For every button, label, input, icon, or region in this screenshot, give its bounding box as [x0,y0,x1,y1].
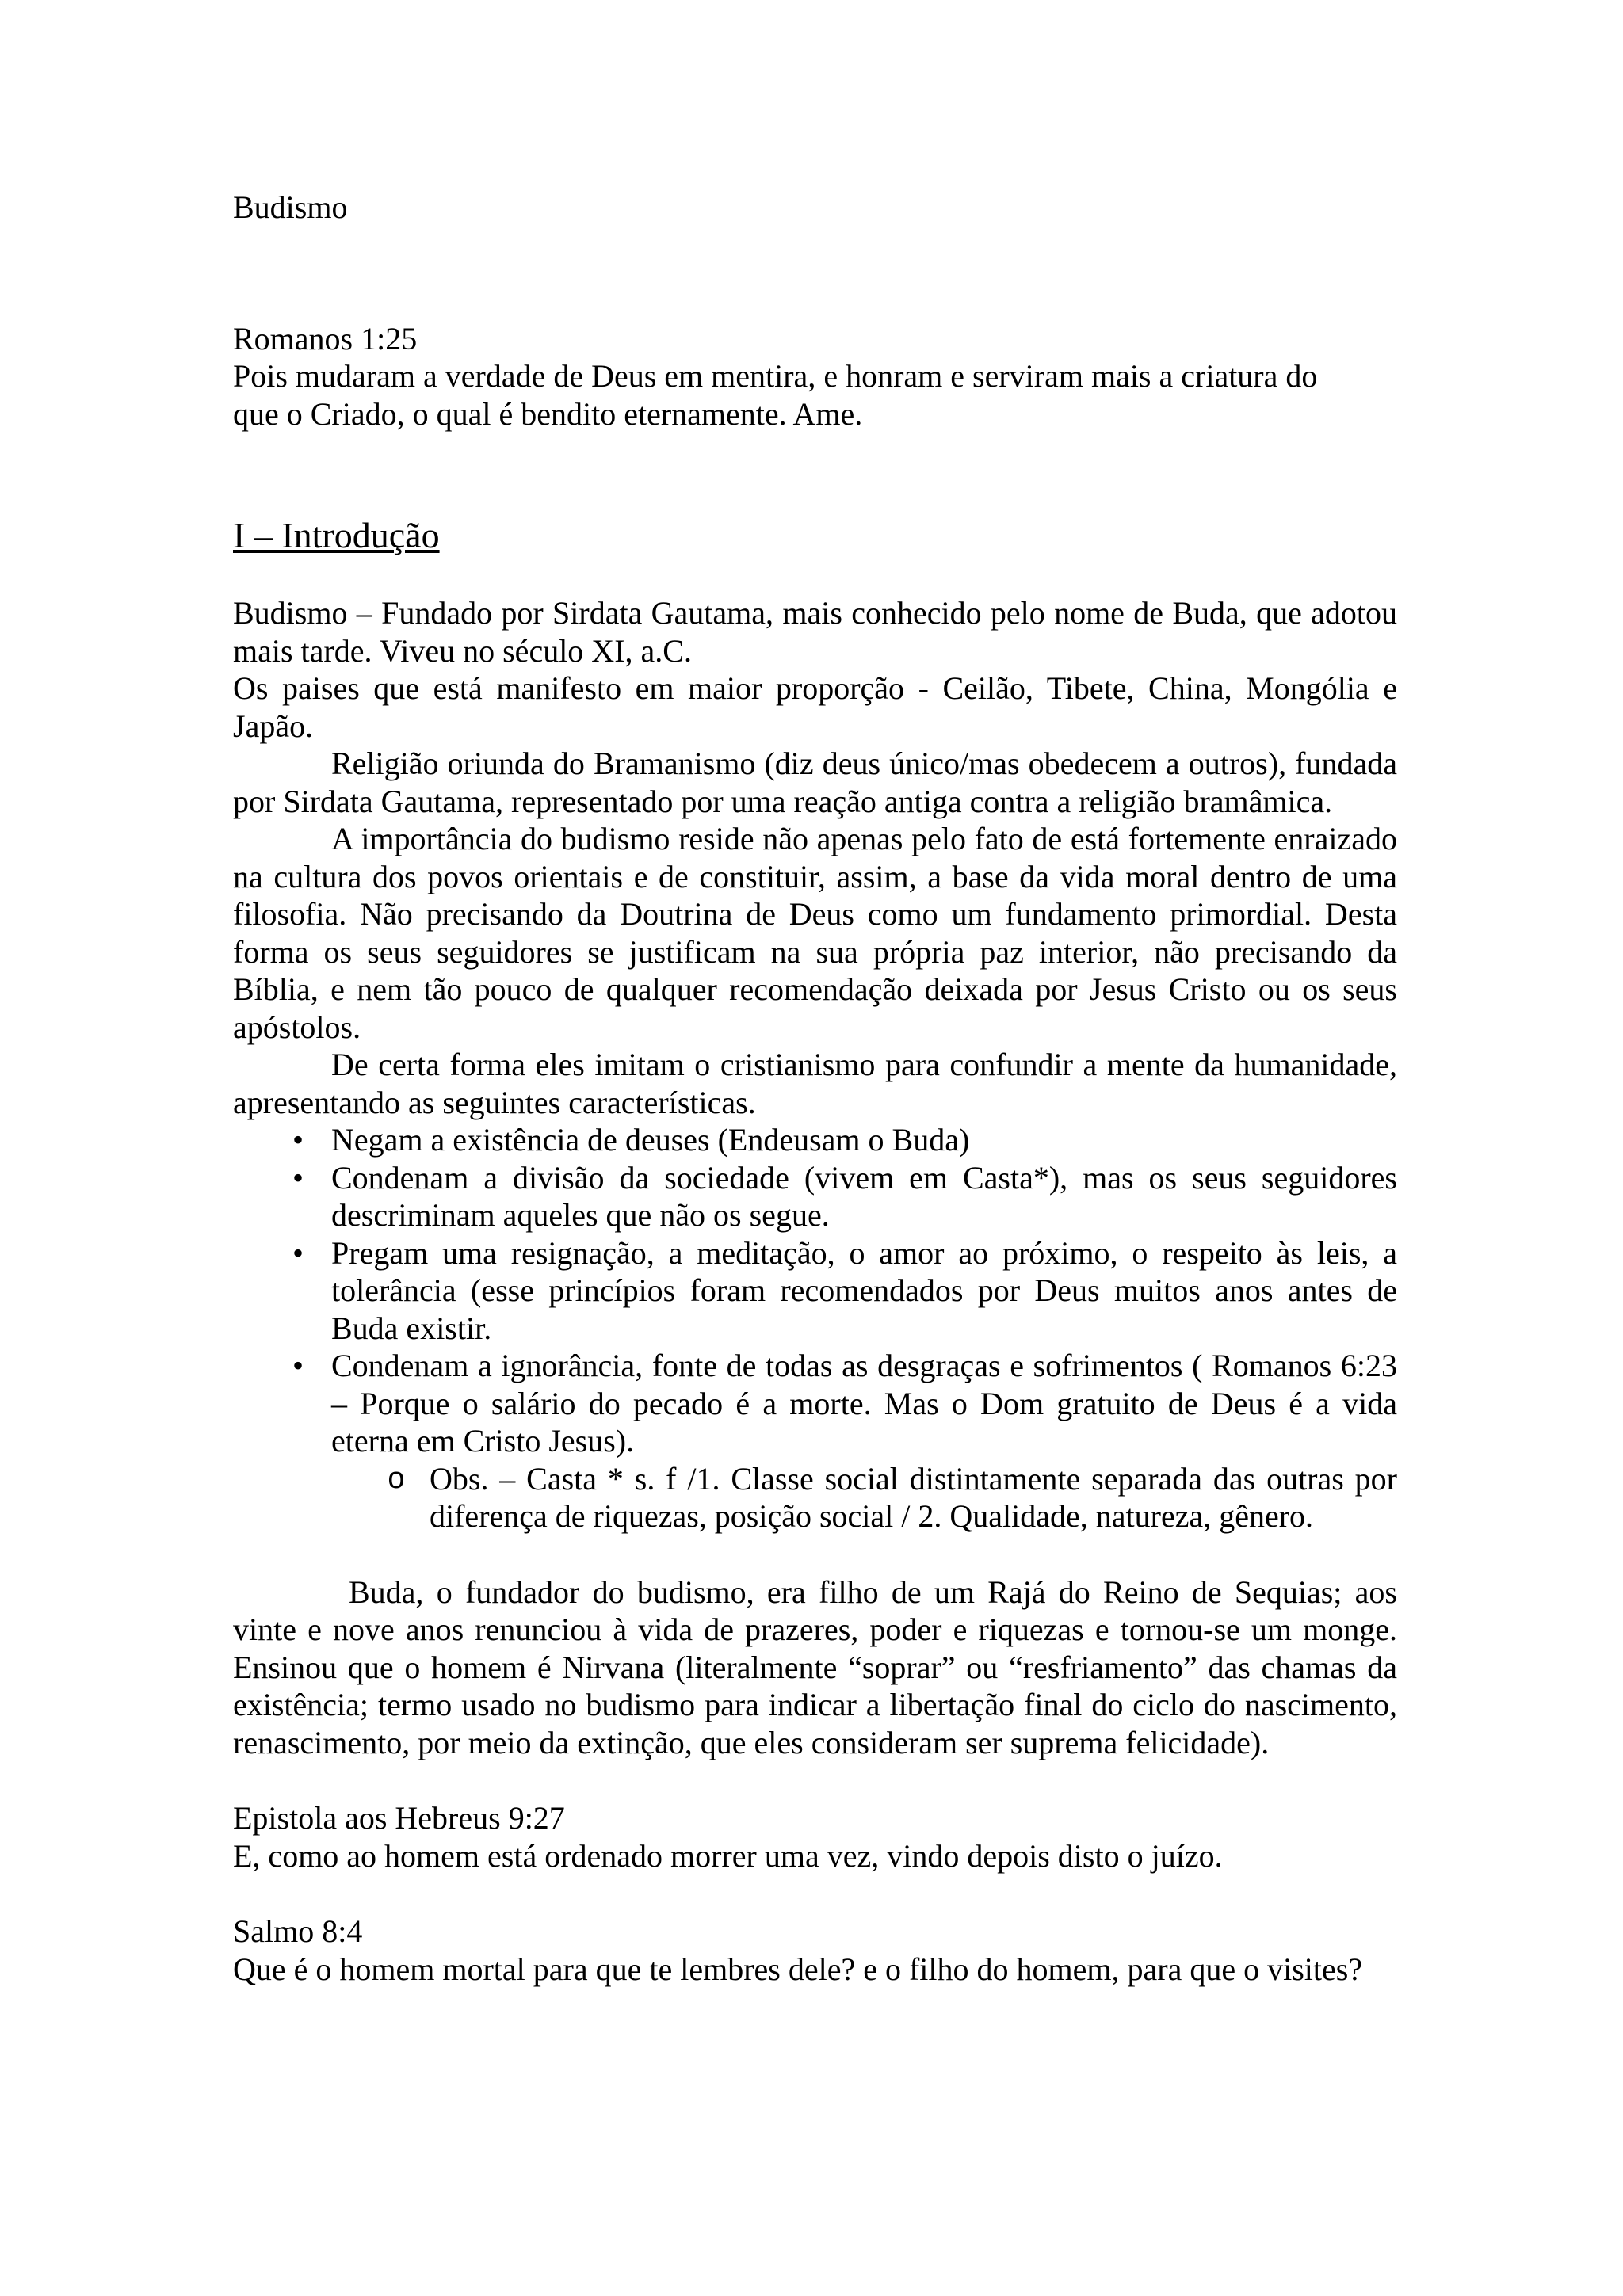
document-body [233,189,1397,1988]
intro-paragraph-1: Budismo – Fundado por Sirdata Gautama, mais conhecido pelo nome de Buda, que adotou mais tarde. Viveu no século XI, a.C. [233,595,1397,669]
intro-paragraph-2: Os paises que está manifesto em maior proporção - Ceilão, Tibete, China, Mongólia e Japão. [233,670,1397,744]
list-item [233,1234,1397,1348]
verse-reference: Epistola aos Hebreus 9:27 [233,1800,565,1836]
list-item-text: Negam a existência de deuses (Endeusam o Buda) [331,1122,970,1158]
buda-paragraph: Buda, o fundador do budismo, era filho de um Rajá do Reino de Sequias; aos vinte e nove anos renunciou à vida de prazeres, poder e riquezas e tornou-se um monge. Ensinou que o homem é Nirvana (literalmente “soprar” ou “resfriamento” das chamas da existência; termo usado no budismo para indicar a libertação final do ciclo do nascimento, renascimento, por meio da extinção, que eles consideram ser suprema felicidade). [233,1573,1397,1760]
list-item [233,1121,1397,1159]
list-item-text: Condenam a ignorância, fonte de todas as desgraças e sofrimentos ( Romanos 6:23 – Porque o salário do pecado é a morte. Mas o Dom gratuito de Deus é a vida eterna em Cristo Jesus). [331,1348,1397,1459]
casta-note: Obs. – Casta * s. f /1. Classe social distintamente separada das outras por diferença de riquezas, posição social / 2. Qualidade, natureza, gênero. [430,1460,1397,1534]
list-item-text: Pregam uma resignação, a meditação, o amor ao próximo, o respeito às leis, a tolerância (esse princípios foram recomendados por Deus muitos anos antes de Buda existir. [331,1234,1397,1346]
bullet-icon: • [292,1159,304,1196]
intro-paragraph-3: Religião oriunda do Bramanismo (diz deus único/mas obedecem a outros), fundada por Sirdata Gautama, representado por uma reação antiga contra a religião bramâmica. [233,746,1397,819]
sub-list [331,1460,1397,1535]
verse-salmo [233,1913,1397,1988]
verse-text: E, como ao homem está ordenado morrer uma vez, vindo depois disto o juízo. [233,1837,1223,1874]
verse-text: Pois mudaram a verdade de Deus em mentira, e honram e serviram mais a criatura do que o Criado, o qual é bendito eternamente. Ame. [233,358,1318,432]
intro-paragraph-5: De certa forma eles imitam o cristianismo para confundir a mente da humanidade, apresentando as seguintes características. [233,1047,1397,1120]
intro-paragraph-4: A importância do budismo reside não apenas pelo fato de está fortemente enraizado na cultura dos povos orientais e de constituir, assim, a base da vida moral dentro de uma filosofia. Não precisando da Doutrina de Deus como um fundamento primordial. Desta forma os seus seguidores se justificam na sua própria paz interior, não precisando da Bíblia, e nem tão pouco de qualquer recomendação deixada por Jesus Cristo ou os seus apóstolos. [233,821,1397,1045]
bullet-icon: • [292,1122,304,1158]
verse-reference: Romanos 1:25 [233,320,418,357]
characteristics-list [233,1121,1397,1535]
list-item [233,1347,1397,1535]
verse-romanos [233,320,1397,433]
circle-bullet-icon: o [388,1461,405,1495]
section-heading: I – Introdução [233,515,440,555]
bullet-icon: • [292,1234,304,1271]
verse-reference: Salmo 8:4 [233,1913,363,1949]
verse-text: Que é o homem mortal para que te lembres dele? e o filho do homem, para que o visites? [233,1951,1363,1987]
verse-hebreus [233,1799,1397,1875]
list-item [233,1159,1397,1234]
document-title: Budismo [233,189,348,225]
list-item-text: Condenam a divisão da sociedade (vivem em Casta*), mas os seus seguidores descriminam aqueles que não os segue. [331,1159,1397,1233]
bullet-icon: • [292,1348,304,1383]
sub-list-item [331,1460,1397,1535]
intro-section [233,594,1397,1535]
